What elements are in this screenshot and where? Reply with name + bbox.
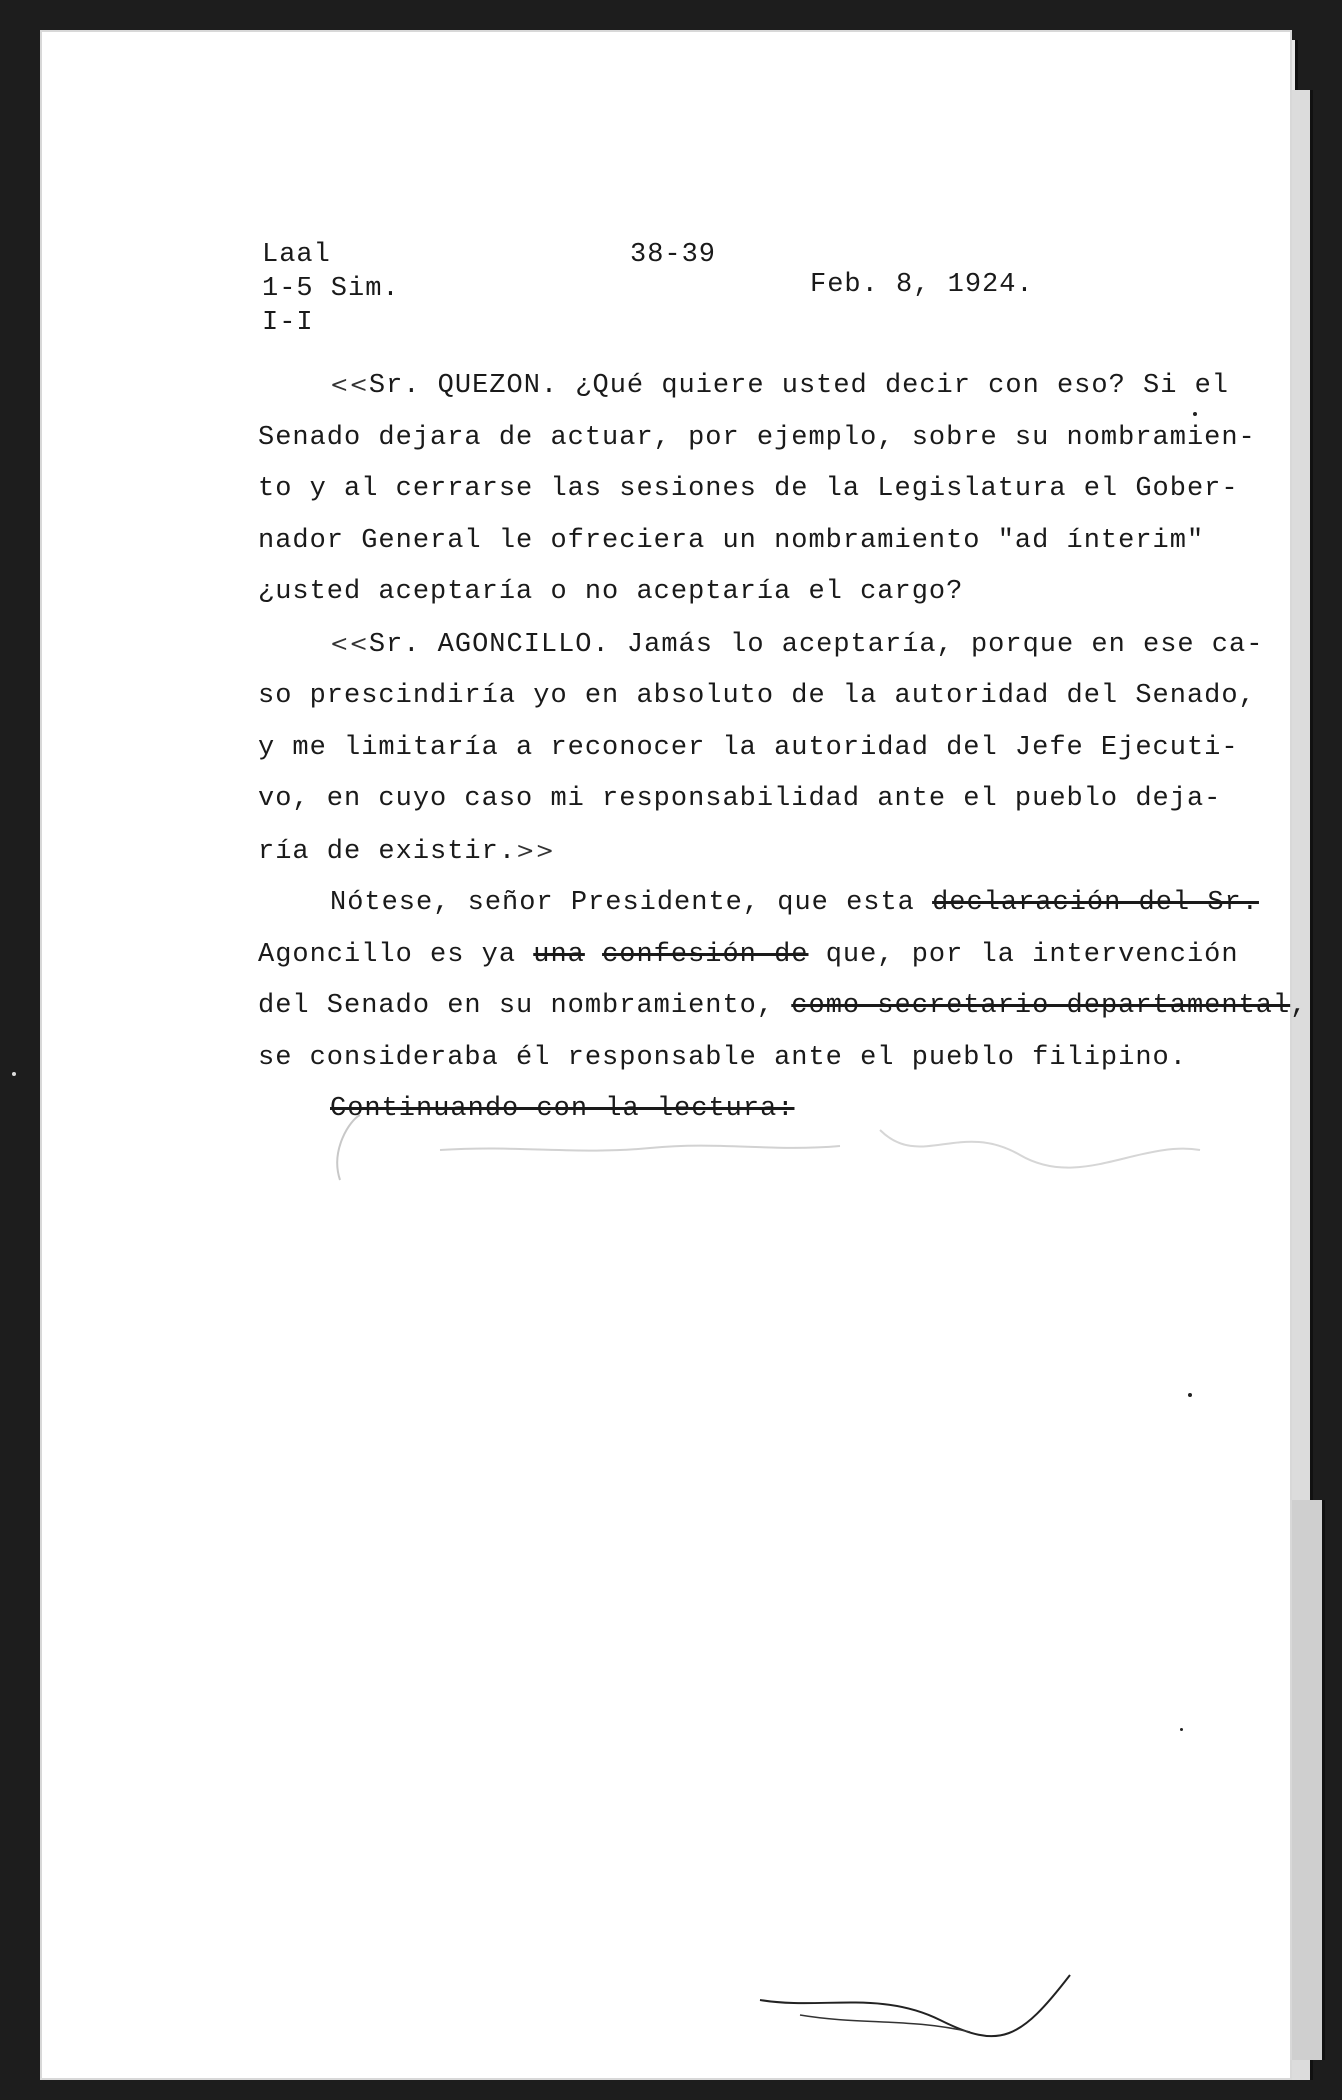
text-line: se consideraba él responsable ante el pueblo filipino. (258, 1042, 1187, 1073)
struck-text: como secretario departamental (791, 991, 1291, 1021)
handwritten-flourish (760, 1970, 1080, 2050)
header-reference (262, 238, 400, 340)
document-page (40, 30, 1308, 2080)
paragraph-quezon (258, 360, 1256, 619)
header-line: I-I (262, 308, 314, 338)
text-fragment: Nótese, señor Presidente, que esta (330, 888, 933, 918)
text-line: Senado dejara de actuar, por ejemplo, sobre su nombramien- (258, 422, 1256, 453)
header-line: 1-5 Sim. (262, 274, 400, 304)
text-line: vo, en cuyo caso mi responsabilidad ante el pueblo deja- (258, 784, 1222, 814)
handwritten-quote-mark: << (330, 373, 369, 398)
document-date: Feb. 8, 1924. (810, 270, 1034, 300)
text-line: Sr. QUEZON. ¿Qué quiere usted decir con eso? Si el (368, 371, 1230, 401)
text-line: y me limitaría a reconocer la autoridad del Jefe Ejecuti- (258, 732, 1239, 763)
text-fragment: del Senado en su nombramiento, (258, 991, 792, 1021)
text-line: Sr. AGONCILLO. Jamás lo aceptaría, porque en ese ca- (368, 629, 1264, 660)
header-line: Laal (262, 240, 331, 270)
text-line: to y al cerrarse las sesiones de la Legislatura el Gober- (258, 474, 1239, 504)
struck-text: confesión de (602, 939, 809, 970)
scan-speck (1193, 412, 1197, 416)
scan-speck (12, 1072, 16, 1076)
paragraph-agoncillo (258, 619, 1264, 879)
struck-text: declaración del Sr. (932, 888, 1259, 918)
text-line: ría de existir. (258, 836, 517, 867)
text-fragment: Agoncillo es ya (258, 939, 534, 970)
page-number: 38-39 (630, 240, 717, 270)
scan-speck (1180, 1728, 1183, 1731)
handwritten-quote-mark: << (330, 631, 369, 657)
scan-speck (1188, 1393, 1192, 1397)
handwritten-quote-mark: >> (516, 838, 555, 864)
transcript-body (258, 360, 1308, 1136)
struck-text: una (533, 939, 585, 970)
text-line: ¿usted aceptaría o no aceptaría el cargo? (258, 577, 964, 607)
text-line: so prescindiría yo en absoluto de la autoridad del Senado, (258, 681, 1256, 711)
paragraph-notese (258, 878, 1308, 1084)
text-fragment: que, por la intervención (808, 939, 1239, 970)
text-fragment (585, 940, 602, 970)
text-fragment: , (1290, 991, 1308, 1021)
text-line: nador General le ofreciera un nombramiento "ad ínterim" (258, 525, 1205, 556)
page-header (40, 30, 1292, 338)
struck-text: Continuando con la lectura: (330, 1094, 795, 1124)
faint-pencil-scrawl (320, 1110, 1220, 1190)
